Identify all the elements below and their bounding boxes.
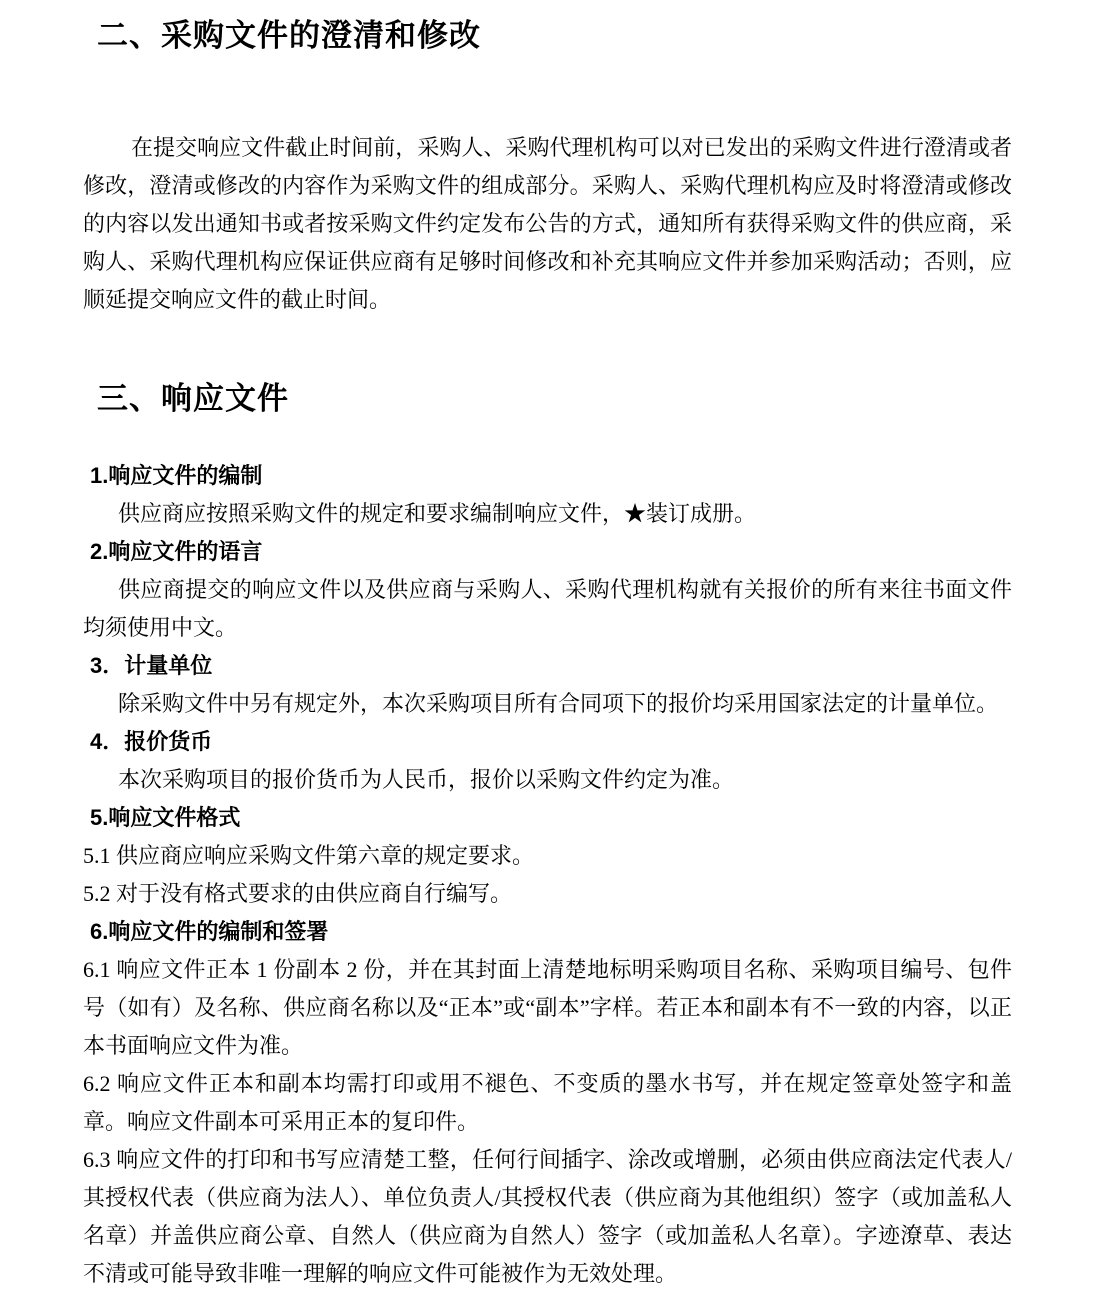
clause-item-1 (83, 457, 1012, 533)
section-heading-response: 三、响应文件 (97, 381, 289, 416)
clause-3-body: 除采购文件中另有规定外，本次采购项目所有合同项下的报价均采用国家法定的计量单位。 (118, 691, 999, 716)
section-heading-clarification: 二、采购文件的澄清和修改 (97, 18, 481, 53)
clause-item-4 (83, 723, 1012, 799)
clause-5-1: 5.1 供应商应响应采购文件第六章的规定要求。 (83, 843, 535, 868)
clause-6-3: 6.3 响应文件的打印和书写应清楚工整，任何行间插字、涂改或增删，必须由供应商法定代表人/其授权代表（供应商为法人）、单位负责人/其授权代表（供应商为其他组织）签字（或加盖私人名章）并盖供应商公章、自然人（供应商为自然人）签字（或加盖私人名章）。字迹潦草、表达不清或可能导致非唯一理解的响应文件可能被作为无效处理。 (83, 1147, 1012, 1286)
clause-item-2 (83, 533, 1012, 647)
clause-4-title: 4．报价货币 (90, 729, 213, 754)
document-page (0, 17, 1094, 1315)
clause-item-5 (83, 799, 1012, 913)
clause-6-2: 6.2 响应文件正本和副本均需打印或用不褪色、不变质的墨水书写，并在规定签章处签字和盖章。响应文件副本可采用正本的复印件。 (83, 1071, 1012, 1134)
clause-6-1: 6.1 响应文件正本 1 份副本 2 份，并在其封面上清楚地标明采购项目名称、采购项目编号、包件号（如有）及名称、供应商名称以及“正本”或“副本”字样。若正本和副本有不一致的内容，以正本书面响应文件为准。 (83, 957, 1012, 1058)
clause-5-2: 5.2 对于没有格式要求的由供应商自行编写。 (83, 881, 513, 906)
clause-item-3 (83, 647, 1012, 723)
response-clauses (83, 457, 1012, 1293)
clause-1-body: 供应商应按照采购文件的规定和要求编制响应文件，★装订成册。 (118, 501, 757, 526)
clause-3-title: 3．计量单位 (90, 653, 213, 678)
clause-5-title: 5.响应文件格式 (90, 805, 241, 830)
clause-1-title: 1.响应文件的编制 (90, 463, 263, 488)
clause-6-title: 6.响应文件的编制和签署 (90, 919, 329, 944)
clarification-paragraph: 在提交响应文件截止时间前，采购人、采购代理机构可以对已发出的采购文件进行澄清或者修改，澄清或修改的内容作为采购文件的组成部分。采购人、采购代理机构应及时将澄清或修改的内容以发出通知书或者按采购文件约定发布公告的方式，通知所有获得采购文件的供应商，采购人、采购代理机构应保证供应商有足够时间修改和补充其响应文件并参加采购活动；否则，应顺延提交响应文件的截止时间。 (83, 135, 1012, 312)
clause-item-6 (83, 913, 1012, 1293)
clause-2-body: 供应商提交的响应文件以及供应商与采购人、采购代理机构就有关报价的所有来往书面文件均须使用中文。 (83, 577, 1012, 640)
clause-4-body: 本次采购项目的报价货币为人民币，报价以采购文件约定为准。 (118, 767, 735, 792)
clause-2-title: 2.响应文件的语言 (90, 539, 263, 564)
